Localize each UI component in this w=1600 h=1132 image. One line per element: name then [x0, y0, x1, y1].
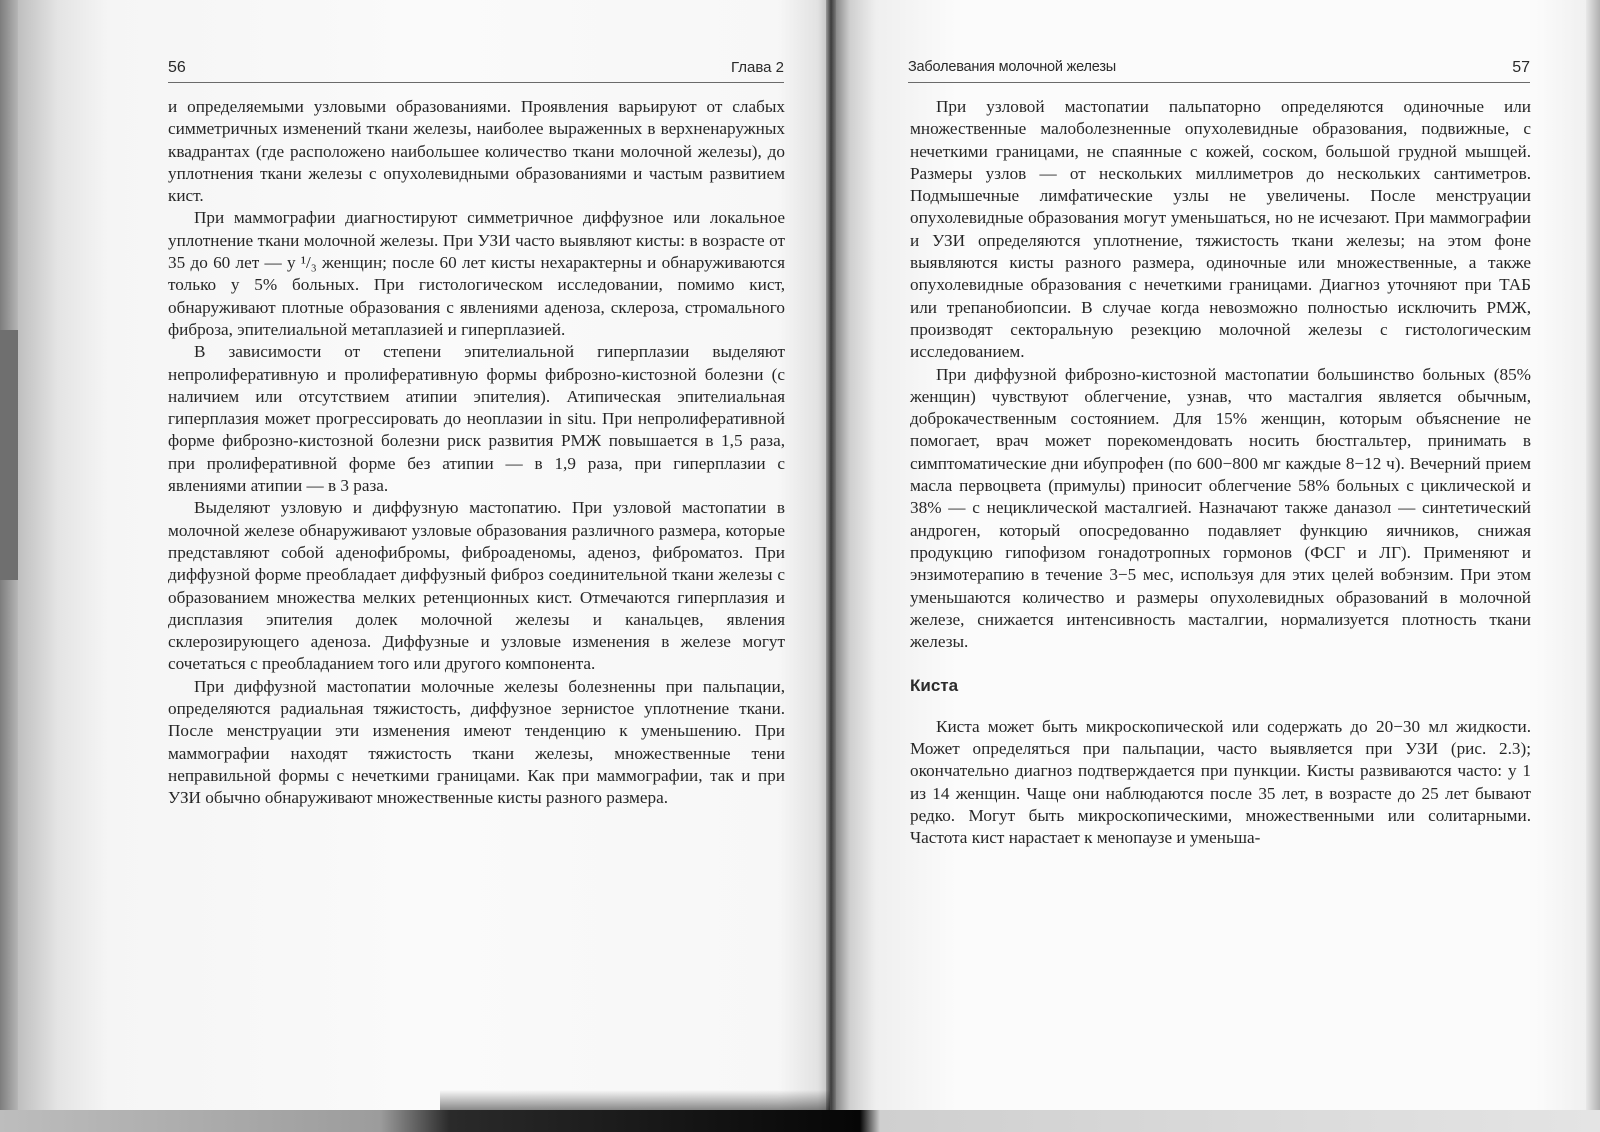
- paragraph: В зависимости от степени эпителиальной гиперплазии выделяют непролиферативную и пролиферативную формы фиброзно-кистозной болезни (с наличием или отсутствием атипии эпителия). Атипическая эпителиальная гиперплазия может прогрессировать до неоплазии in situ. При непролиферативной форме фиброзно-кистозной болезни риск развития РМЖ повышается в 1,5 раза, при пролиферативной форме без атипии — в 1,9 раза, при гиперплазии с явлениями атипии — в 3 раза.: [168, 342, 785, 496]
- paragraph: и определяемыми узловыми образованиями. Проявления варьируют от слабых симметричных изменений ткани железы, наиболее выраженных в верхненаружных квадрантах (где расположено наибольшее количество ткани молочной железы), до уплотнения ткани железы с опухолевидными образованиями и частым развитием кист.: [168, 97, 785, 206]
- left-text-column: [168, 96, 785, 810]
- right-text-column: [910, 96, 1531, 850]
- book-gutter: [826, 0, 836, 1110]
- left-page-edge-dark-band: [0, 330, 18, 580]
- scanner-bottom-edge: [0, 1110, 1600, 1132]
- paragraph: При узловой мастопатии пальпаторно определяются одиночные или множественные малоболезненные опухолевидные образования, подвижные, с нечеткими границами, не спаянные с кожей, соском, большой грудной мышцей. Размеры узлов — от нескольких миллиметров до нескольких сантиметров. Подмышечные лимфатические узлы не увеличены. После менструации опухолевидные образования могут уменьшаться, но не исчезают. При маммографии и УЗИ определяются уплотнение, тяжистость ткани железы; на этом фоне выявляются кисты разного размера, одиночные или множественные, а также опухолевидные образования с нечеткими границами. Диагноз уточняют при ТАБ или трепанобиопсии. В случае когда невозможно полностью исключить РМЖ, производят секторальную резекцию молочной железы с гистологическим исследованием.: [910, 97, 1531, 362]
- bottom-shadow: [440, 1090, 830, 1110]
- right-running-head: Заболевания молочной железы: [908, 59, 1116, 75]
- paragraph: Киста может быть микроскопической или содержать до 20−30 мл жидкости. Может определяться при пальпации, часто выявляется при УЗИ (рис. 2.3); окончательно диагноз подтверждается при пункции. Кисты развиваются часто: у 1 из 14 женщин. Чаще они наблюдаются после 35 лет, в возрасте до 25 лет бывают редко. Могут быть микроскопическими, множественными или солитарными. Частота кист нарастает к менопаузе и уменьша-: [910, 716, 1531, 848]
- right-page-edge: [1586, 0, 1600, 1132]
- paragraph: Выделяют узловую и диффузную мастопатию. При узловой мастопатии в молочной железе обнаруживают узловые образования различного размера, которые представляют собой аденофибромы, фиброаденомы, аденоз, фиброматоз. При диффузной форме преобладает диффузный фиброз соединительной ткани железы с образованием множества мелких ретенционных кист. Отмечаются гиперплазия и дисплазия эпителия долек молочной железы и канальцев, явления склерозирующего аденоза. Диффузные и узловые изменения в железе могут сочетаться с преобладанием того или другого компонента.: [168, 498, 785, 674]
- right-page-number: 57: [1512, 59, 1530, 76]
- section-heading: Киста: [910, 676, 959, 696]
- paragraph: При диффузной фиброзно-кистозной мастопатии большинство больных (85% женщин) чувствуют облегчение, узнав, что масталгия является обычным, доброкачественным состоянием. Для 15% женщин, которым объяснение не помогает, врач может порекомендовать носить бюстгальтер, принимать в симптоматические дни ибупрофен (по 600−800 мг каждые 8−12 ч). Вечерний прием масла первоцвета (примулы) приносит облегчение 58% больных с циклической и 38% — с нециклической масталгией. Назначают также даназол — синтетический андроген, который опосредованно подавляет функцию яичников, снижая продукцию гипофизом гонадотропных гормонов (ФСГ и ЛГ). Применяют и энзимотерапию в течение 3−5 мес, используя для этих целей вобэнзим. При этом уменьшаются количество и размеры опухолевидных образований в молочной железе, снижается интенсивность масталгии, нормализуется плотность ткани железы.: [910, 364, 1531, 652]
- paragraph: При диффузной мастопатии молочные железы болезненны при пальпации, определяются радиальная тяжистость, диффузное зернистое уплотнение ткани. После менструации эти изменения имеют тенденцию к уменьшению. При маммографии находят тяжистость ткани железы, множественные тени неправильной формы с нечеткими границами. Как при маммографии, так и при УЗИ обычно обнаруживают множественные кисты разного размера.: [168, 676, 785, 808]
- left-page-header: [168, 58, 784, 83]
- left-running-head: Глава 2: [730, 59, 784, 76]
- right-page-header: [908, 58, 1530, 83]
- paragraph: При маммографии диагностируют симметричное диффузное или локальное уплотнение ткани молочной железы. При УЗИ часто выявляют кисты: в возрасте от 35 до 60 лет — у ¹/₃ женщин; после 60 лет кисты нехарактерны и обнаруживаются только у 5% больных. При гистологическом исследовании, помимо кист, обнаруживают плотные образования с явлениями аденоза, склероза, стромального фиброза, эпителиальной метаплазией и гиперплазией.: [168, 208, 785, 339]
- left-page-number: 56: [168, 59, 186, 76]
